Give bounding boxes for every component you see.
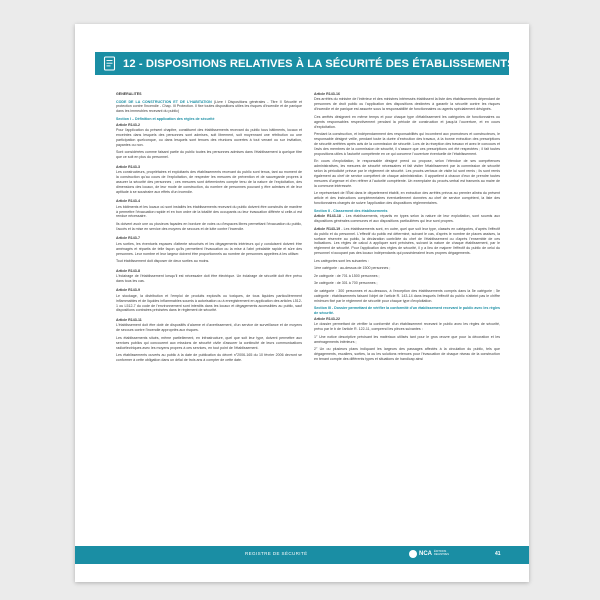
- article-text: Les établissements situés, même partiellement, en infrastructure, quel que soit leur type, doivent permettre aux services publics qui concourent aux missions de sécurité civile d'assurer la continuité de leurs communications radioélectriques avec les moyens propres à ces services, en tout point de l'établissement.: [116, 335, 302, 350]
- article-text: Les établissements ouverts au public à la date de publication du décret n°2006-165 du 10 février 2006 devront se conformer à cette obligation dans un délai de trois ans à compter de cette date.: [116, 353, 302, 362]
- footer-title: REGISTRE DE SÉCURITÉ: [245, 551, 308, 556]
- logo-subtitle: ÉDITIONS REGISTRES: [434, 550, 449, 556]
- category-item: 4e catégorie : 300 personnes et au-dessous, à l'exception des établissements compris dans la 5e catégorie ; 5e catégorie : établissements faisant l'objet de l'article R. 143-14 dans lesquels l'effectif du public n'atteint pas le chiffre minimum fixé par le règlement de sécurité pour chaque type d'exploitation.: [314, 288, 500, 303]
- article-text: Sont considérées comme faisant partie du public toutes les personnes admises dans l'établissement à quelque titre que ce soit en plus du personnel.: [116, 150, 302, 160]
- article-text: Le dossier permettant de vérifier la conformité d'un établissement recevant le public avec les règles de sécurité, prévu par le b de l'article R. 122-11, comprend les pièces suivantes :: [314, 322, 500, 332]
- article-text: Pendant la construction, et indépendamment des responsabilités qui incombent aux promoteurs et constructeurs, le responsable désigné veille, pendant toute la durée d'exécution des travaux, à la bonne exécution des prescriptions de sécurité arrêtées après avis de la commission de sécurité. Lors de la réception des travaux et avec le concours et l'avis des membres de la commission de sécurité, il s'assure que ces prescriptions ont été respectées ; il fait toutes propositions utiles à l'autorité compétente en ce qui concerne l'ouverture éventuelle de l'établissement.: [314, 132, 500, 156]
- article-text: Les constructeurs, propriétaires et exploitants des établissements recevant du public sont tenus, tant au moment de la construction qu'au cours de l'exploitation, de respecter les mesures de prévention et de sauvegarde propres à assurer la sécurité des personnes ; ces mesures sont déterminées compte tenu de la nature de l'exploitation, des dimensions des locaux, de leur mode de construction, du nombre de personnes pouvant y être admises et de leur aptitude à se soustraire aux effets d'un incendie.: [116, 170, 302, 194]
- article-text: L'établissement doit être doté de dispositifs d'alarme et d'avertissement, d'un service de surveillance et de moyens de secours contre l'incendie appropriés aux risques.: [116, 323, 302, 333]
- article-text: Le représentant de l'État dans le département établit, en exécution des arrêtés prévus au premier alinéa du présent article et des instructions complémentaires éventuellement données au chef de service compétent, la liste des fonctionnaires chargés de suivre l'application des dispositions réglementaires.: [314, 191, 500, 205]
- article-text: Ces arrêtés désignent en même temps et pour chaque type d'établissement les catégories de fonctionnaires ou agents responsables respectivement pendant la période de construction et jusqu'à l'ouverture, et en cours d'exploitation.: [314, 114, 500, 129]
- article-text: Les bâtiments et les locaux où sont installés les établissements recevant du public doivent être construits de manière à permettre l'évacuation rapide et en bon ordre de la totalité des occupants ou leur évacuation différée si celle-ci est rendue nécessaire.: [116, 204, 302, 219]
- article-text: 1° Une notice descriptive précisant les matériaux utilisés tant pour le gros œuvre que pour la décoration et les aménagements intérieurs ;: [314, 334, 500, 344]
- right-column: [314, 92, 500, 542]
- left-column: [116, 92, 302, 542]
- article-text: - Les établissements sont, en outre, quel que soit leur type, classés en catégories, d'après l'effectif du public et du personnel. L'effectif du public est déterminé, suivant le cas, d'après le nombre de places assises, la surface réservée au public, la déclaration contrôlée du chef de l'établissement ou d'après l'ensemble de ces indications. Les règles de calcul à appliquer sont précisées, suivant la nature de chaque établissement, par le règlement de sécurité. Pour l'application des règles de sécurité, il y a lieu de majorer l'effectif du public de celui du personnel n'occupant pas des locaux indépendants qui possèderaient leurs propres dégagements.: [314, 226, 500, 256]
- category-item: 1ère catégorie : au-dessus de 1500 personnes ;: [314, 266, 391, 271]
- article-paragraph: [314, 214, 500, 224]
- article-text: - Les établissements, répartis en types selon la nature de leur exploitation, sont soumis aux dispositions générales communes et aux dispositions particulières qui leur sont propres.: [314, 214, 500, 224]
- article-heading: Article R143-2: [116, 122, 140, 127]
- intro-text: (Livre I Dispositions générales - Titre II Sécurité et protection contre l'incendie - Chap. III Protection. Il fixe toutes dispositions utiles les risques d'incendie et de panique dans les immeubles recevant du public): [116, 99, 302, 114]
- article-text: Ils doivent avoir une ou plusieurs façades en bordure de voies ou d'espaces libres permettant l'évacuation du public, l'accès et la mise en service des moyens de secours et de lutte contre l'incendie.: [116, 221, 302, 231]
- section-heading: Section II - Classement des établissements: [314, 208, 388, 213]
- generalites-heading: GÉNÉRALITÉS: [116, 92, 142, 96]
- article-text: Pour l'application du présent chapitre, constituent des établissements recevant du public tous bâtiments, locaux et enceintes dans lesquels des personnes sont admises, soit librement, soit moyennant une rétribution ou une participation quelconque, ou dans lesquels sont tenues des réunions ouvertes à tout venant ou sur invitation, payantes ou non.: [116, 128, 302, 147]
- article-paragraph: [314, 227, 500, 256]
- article-heading: Article R143-8: [116, 268, 140, 273]
- page-number: 41: [495, 551, 501, 557]
- article-heading: Article R143-4: [116, 199, 140, 204]
- article-text: Des arrêtés du ministre de l'intérieur et des ministres intéressés établissent la liste des établissements dépendant de personnes de droit public ou l'application des dispositions destinées à garantir la sécurité contre les risques d'incendie et de panique est assurée sous la responsabilité de fonctionnaires ou agents spécialement désignés.: [314, 97, 500, 112]
- article-text: Tout établissement doit disposer de deux sorties au moins.: [116, 259, 210, 264]
- article-heading: Article R143-9: [116, 288, 140, 293]
- logo-mark-icon: [409, 550, 417, 558]
- section-heading: Section I – Définition et application des règles de sécurité: [116, 117, 215, 122]
- article-heading: Article R143-3: [116, 164, 140, 169]
- article-heading: Article R143-11: [116, 317, 142, 322]
- article-text: Le stockage, la distribution et l'emploi de produits explosifs ou toxiques, de tous liquides particulièrement inflammables et de liquides inflammables soumis à autorisation ou à enregistrement en application des articles L512-1 ou L512-7 du code de l'environnement sont interdits dans les locaux et dégagements accessibles au public, sauf dispositions contraires précisées dans le règlement de sécurité.: [116, 293, 302, 313]
- article-heading: Article R143-22: [314, 316, 340, 321]
- article-heading: Article R143-19: [314, 226, 341, 231]
- document-icon: [103, 56, 116, 71]
- category-item: 2e catégorie : de 701 à 1500 personnes ;: [314, 273, 380, 278]
- code-title: CODE DE LA CONSTRUCTION ET DE L'HABITATION: [116, 99, 212, 104]
- section-heading: Section III - Dossier permettant de vérifier la conformité d'un établissement recevant le public avec les règles de sécurité.: [314, 306, 500, 316]
- category-list-intro: Les catégories sont les suivantes :: [314, 258, 369, 263]
- document-page: [75, 24, 529, 582]
- category-item: 3e catégorie : de 301 à 700 personnes ;: [314, 281, 378, 286]
- section-banner: [95, 52, 515, 75]
- publisher-logo: [409, 550, 452, 558]
- logo-text: NCA: [419, 551, 432, 557]
- article-heading: Article R143-7: [116, 236, 140, 241]
- intro-paragraph: [116, 100, 302, 115]
- article-text: En cours d'exploitation, le responsable désigné prend ou propose, selon l'étendue de ses compétences administratives, les mesures de sécurité nécessaires et fait visiter l'établissement par la commission de sécurité selon la périodicité prévue par le règlement de sécurité. Les procès-verbaux de visite lui sont remis ; ils sont remis également au chef de service compétent de chaque administration. Il appartient à chacun d'eux de prendre toutes mesures d'urgence et d'en référer à l'autorité compétente. Un exemplaire du procès-verbal est transmis au maire de la commune intéressée.: [314, 159, 500, 188]
- page-footer: [75, 546, 529, 564]
- article-heading: Article R143-18: [314, 214, 341, 219]
- article-text: 2° Un ou plusieurs plans indiquant les largeurs des passages affectés à la circulation du public, tels que dégagements, escaliers, sorties, la ou les solutions retenues pour l'évacuation de chaque niveau de la construction en tenant compte des différents types et situations de handicap ainsi: [314, 347, 500, 361]
- page-title: 12 - DISPOSITIONS RELATIVES À LA SÉCURITÉ DES ÉTABLISSEMENTS: [123, 57, 515, 70]
- two-column-body: [116, 92, 500, 542]
- article-text: Les sorties, les éventuels espaces d'attente sécurisés et les dégagements intérieurs qui y conduisent doivent être aménagés et répartis de telle façon qu'ils permettent l'évacuation ou la mise à l'abri préalable rapide et sûre des personnes. Leur nombre et leur largeur doivent être proportionnels au nombre de personnes appelées à les utiliser.: [116, 241, 302, 256]
- article-heading: Article R143-16: [314, 92, 340, 96]
- article-text: L'éclairage de l'établissement lorsqu'il est nécessaire doit être électrique. Un éclairage de sécurité doit être prévu dans tous les cas.: [116, 273, 302, 283]
